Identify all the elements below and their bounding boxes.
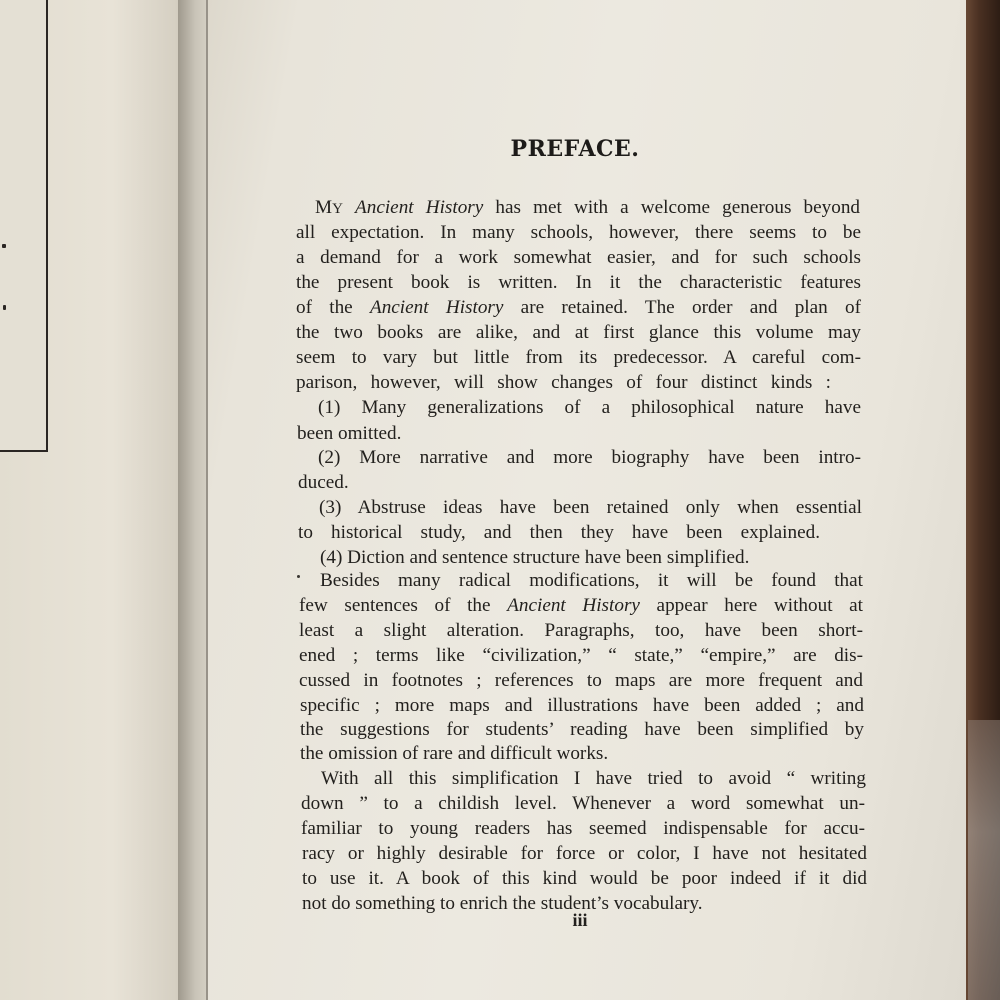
page-number: iii	[572, 910, 588, 930]
text-line: familiar to young readers has seemed indispensable for accu-	[301, 818, 865, 839]
text-line: duced.	[298, 472, 349, 493]
text-line: cussed in footnotes ; references to maps are more frequent and	[299, 670, 863, 691]
text-line: specific ; more maps and illustrations have been added ; and	[300, 695, 864, 716]
text-line	[296, 296, 861, 320]
text-segment: are retained. The order and plan of	[503, 297, 861, 318]
text-segment: appear here without at	[639, 595, 863, 616]
text-line: the omission of rare and difficult works.	[300, 743, 609, 764]
text-line: the two books are alike, and at first glance this volume may	[296, 322, 861, 343]
text-segment: has met with a welcome generous beyond	[483, 197, 861, 218]
text-segment	[343, 197, 355, 218]
text-line: down ” to a childish level. Whenever a word somewhat un-	[301, 793, 865, 814]
book-title-italic: Ancient History	[355, 197, 484, 218]
text-line	[299, 594, 863, 618]
text-line: racy or highly desirable for force or color, I have not hesitated	[302, 843, 867, 864]
text-line: parison, however, will show changes of four distinct kinds :	[296, 372, 831, 393]
text-line: to use it. A book of this kind would be poor indeed if it did	[302, 868, 867, 889]
left-page-fragment-comma	[3, 305, 6, 310]
text-line: (2) More narrative and more biography have been intro-	[318, 447, 861, 468]
text-line: all expectation. In many schools, however, there seems to be	[296, 222, 861, 243]
left-page-fragment-a	[2, 244, 6, 248]
page-title: PREFACE.	[510, 136, 640, 162]
text-line: (4) Diction and sentence structure have been simplified.	[320, 547, 750, 568]
text-line: least a slight alteration. Paragraphs, too, have been short-	[299, 620, 863, 641]
text-line: With all this simplification I have tried to avoid “ writing	[321, 768, 866, 789]
text-line: not do something to enrich the student’s vocabulary.	[302, 893, 703, 914]
text-segment: few sentences of the	[299, 595, 508, 616]
book-title-italic: Ancient History	[507, 595, 640, 616]
text-line	[315, 196, 860, 221]
paper-speck	[297, 575, 300, 578]
text-line: a demand for a work somewhat easier, and for such schools	[296, 247, 861, 268]
text-line: (3) Abstruse ideas have been retained only when essential	[319, 497, 862, 518]
text-line: seem to vary but little from its predecessor. A careful com-	[296, 347, 861, 368]
book-title-italic: Ancient History	[369, 297, 504, 318]
text-segment: M	[315, 197, 333, 218]
text-line: (1) Many generalizations of a philosophical nature have	[318, 397, 861, 418]
text-line: the suggestions for students’ reading have been simplified by	[300, 719, 864, 740]
text-line: ened ; terms like “civilization,” “ state,” “empire,” are dis-	[299, 645, 863, 666]
text-line: to historical study, and then they have been explained.	[298, 522, 820, 543]
text-segment: of the	[296, 297, 370, 318]
small-caps-letter: Y	[332, 201, 343, 217]
left-page-frame	[0, 0, 48, 452]
text-line: been omitted.	[297, 423, 402, 444]
text-line: the present book is written. In it the characteristic features	[296, 272, 861, 293]
text-line: Besides many radical modifications, it will be found that	[320, 570, 863, 591]
background-right-highlight	[968, 720, 1000, 1000]
